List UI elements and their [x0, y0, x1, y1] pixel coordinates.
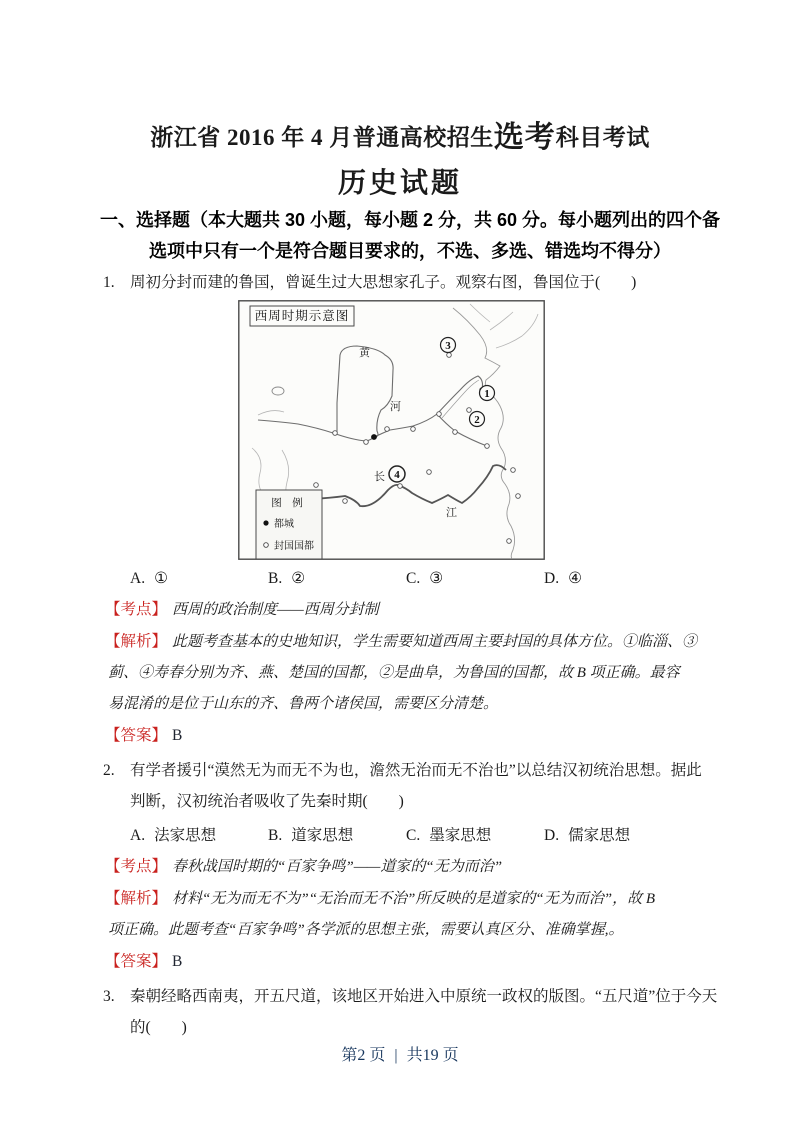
- q2-answer: B: [172, 953, 183, 970]
- q1-answer: B: [172, 727, 183, 744]
- footer-separator: |: [394, 1047, 398, 1064]
- question-2-stem-line1: 有学者援引“漠然无为而无不为也，澹然无治而无不治也”以总结汉初统治思想。据此: [130, 762, 702, 779]
- q2-option-b: B. 道家思想: [268, 827, 354, 844]
- capital-dot: [371, 434, 377, 440]
- footer-page-number: 第2 页: [341, 1047, 386, 1064]
- legend-vassal-label: 封国国都: [274, 541, 314, 552]
- question-2-number: 2.: [103, 762, 115, 779]
- q1-kaodian-text: 西周的政治制度——西周分封制: [172, 602, 379, 618]
- jiexi-tag: 【解析】: [105, 633, 168, 650]
- question-2-stem-line2: 判断，汉初统治者吸收了先秦时期( ): [130, 793, 404, 810]
- legend-capital-label: 都城: [274, 519, 294, 530]
- q1-answer-line: [100, 720, 700, 751]
- label-he: 河: [390, 401, 401, 413]
- q1-option-a: A. ①: [130, 570, 168, 587]
- question-2-options: [100, 820, 700, 851]
- map-legend: [256, 490, 322, 559]
- title-post: 科目考试: [555, 125, 650, 150]
- q2-jiexi-line1: 【解析】 材料“无为而无不为”“无治而无不治”所反映的是道家的“无为而治”，故 B: [105, 890, 655, 907]
- title-emphasis: 选考: [493, 121, 556, 154]
- marker-3: 3: [445, 340, 451, 352]
- q2-option-c: C. 墨家思想: [406, 827, 492, 844]
- q2-answer-line: [100, 946, 700, 977]
- vassal-legend-icon: [264, 543, 269, 548]
- question-1-stem: 周初分封而建的鲁国，曾诞生过大思想家孔子。观察右图，鲁国位于( ): [130, 274, 637, 291]
- label-jiang: 江: [446, 507, 457, 519]
- question-3-text: [100, 981, 718, 1012]
- marker-1: 1: [484, 388, 490, 400]
- section-header-line1: 一、选择题（本大题共 30 小题，每小题 2 分，共 60 分。每小题列出的四个备: [100, 210, 721, 230]
- q2-kaodian-text: 春秋战国时期的“百家争鸣”——道家的“无为而治”: [172, 859, 503, 875]
- question-1-options: [100, 563, 700, 594]
- map-figure: [238, 300, 545, 560]
- q2-option-d: D. 儒家思想: [544, 827, 631, 844]
- question-1-text: [100, 267, 700, 298]
- legend-title: 图 例: [271, 498, 307, 509]
- q2-jiexi-line2: 项正确。此题考查“百家争鸣”各学派的思想主张，需要认真区分、准确掌握,。: [108, 922, 624, 938]
- label-huang: 黄: [359, 347, 370, 359]
- map-title: 西周时期示意图: [254, 309, 350, 323]
- q1-kaodian-line: [100, 594, 700, 626]
- q1-jiexi-line1: 【解析】 此题考查基本的史地知识，学生需要知道西周主要封国的具体方位。①临淄、③: [105, 633, 698, 650]
- jiexi-tag: 【解析】: [105, 890, 168, 907]
- marker-2: 2: [474, 414, 480, 426]
- title-pre: 浙江省 2016 年 4 月普通高校招生: [150, 125, 494, 150]
- marker-4: 4: [394, 469, 400, 481]
- q2-option-a: A. 法家思想: [130, 827, 217, 844]
- kaodian-tag: 【考点】: [105, 858, 168, 875]
- daan-tag: 【答案】: [105, 727, 168, 744]
- footer-total-pages: 共19 页: [406, 1047, 459, 1064]
- q1-option-c: C. ③: [406, 570, 444, 587]
- kaodian-tag: 【考点】: [105, 601, 168, 618]
- daan-tag: 【答案】: [105, 953, 168, 970]
- q1-option-d: D. ④: [544, 570, 582, 587]
- section-header: [100, 205, 721, 267]
- q1-option-b: B. ②: [268, 570, 306, 587]
- q1-jiexi-line3: 易混淆的是位于山东的齐、鲁两个诸侯国，需要区分清楚。: [108, 696, 499, 712]
- q1-jiexi-line2: 蓟、④寿春分别为齐、燕、楚国的国都，②是曲阜，为鲁国的国都，故 B 项正确。最容: [108, 665, 680, 681]
- q2-kaodian-line: [100, 851, 700, 883]
- capital-legend-icon: [263, 520, 268, 525]
- western-zhou-map: [238, 300, 545, 560]
- page-footer: [100, 1043, 700, 1069]
- question-2-text: [100, 755, 700, 786]
- question-3-number: 3.: [103, 988, 115, 1005]
- question-1-number: 1.: [103, 274, 115, 291]
- label-chang: 长: [374, 471, 385, 483]
- question-3-stem-line2: 的( ): [130, 1019, 187, 1036]
- document-subtitle: 历史试题: [337, 167, 462, 198]
- question-3-stem-line1: 秦朝经略西南夷，开五尺道，该地区开始进入中原统一政权的版图。“五尺道”位于今天: [130, 988, 718, 1005]
- document-title: [100, 121, 700, 155]
- section-header-line2: 选项中只有一个是符合题目要求的，不选、多选、错选均不得分）: [149, 241, 671, 261]
